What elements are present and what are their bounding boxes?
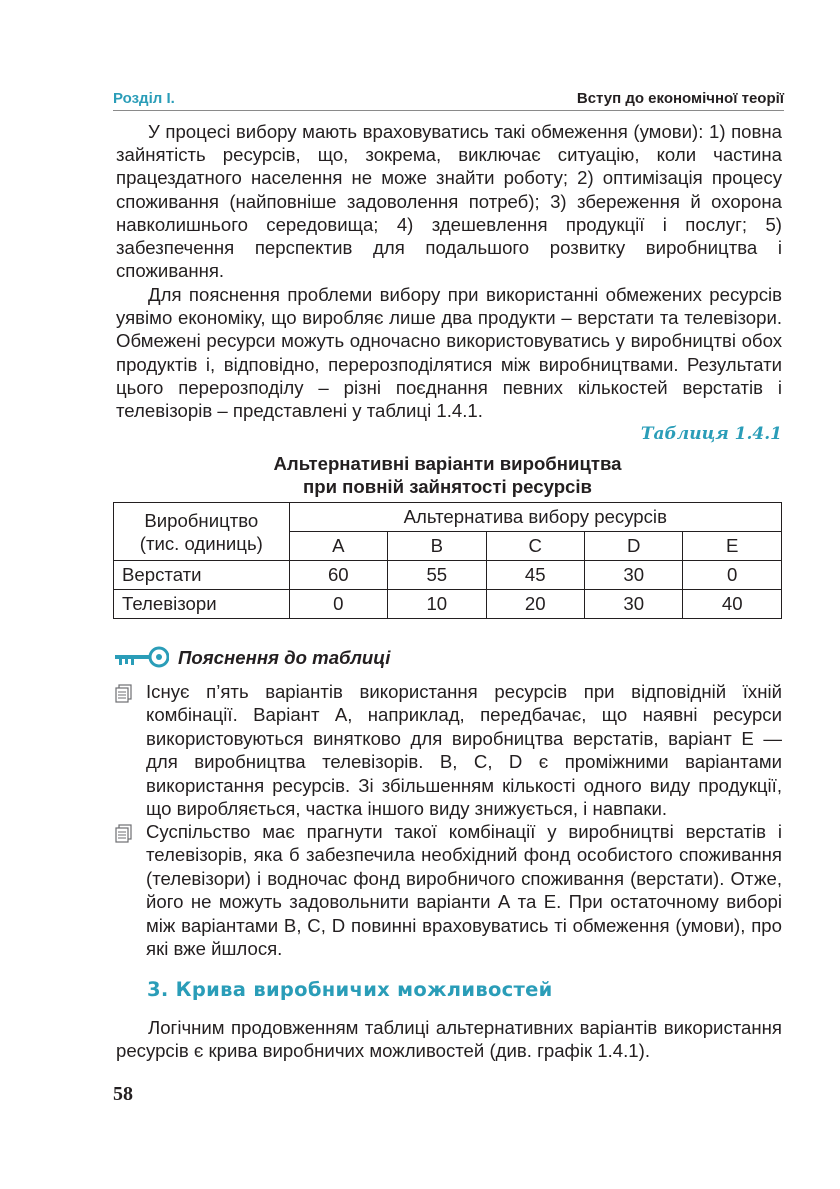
- table-cell: 45: [486, 561, 584, 590]
- paragraph-choice-problem: Для пояснення проблеми вибору при використанні обмежених ресурсів уявімо економіку, що виробляє лише два продукти – верстати та телевізори. Обмежені ресурси можуть одночасно використовуватись у виробництві обох продуктів і, відповідно, перерозподілятися між виробництвами. Результати цього перерозподілу – різні поєднання певних кількостей верстатів і телевізорів – представлені у таблиці 1.4.1.: [116, 284, 782, 422]
- table-cell: 60: [289, 561, 387, 590]
- table-cell: 30: [584, 561, 682, 590]
- paragraph-constraints: У процесі вибору мають враховуватись такі обмеження (умови): 1) повна зайнятість ресурсів, що, зокрема, виключає ситуацію, коли частина працездатного населення не може знайти роботу; 2) оптимізація процесу споживання (найповніше задоволення потреб); 3) збереження й охорона навколишнього середовища; 4) здешевлення продукції і послуг; 5) забезпечення перспектив для подальшого розвитку виробництва і споживання.: [116, 121, 782, 282]
- row-header-cell: [114, 503, 290, 561]
- table-row: [114, 561, 782, 590]
- row-header-line-2: (тис. одиниць): [139, 532, 263, 554]
- page-number: 58: [113, 1083, 133, 1105]
- table-title-line-1: Альтернативні варіанти виробництва: [273, 453, 622, 474]
- table-cell: 55: [388, 561, 486, 590]
- table-header-row: [114, 503, 782, 532]
- header-divider: [113, 110, 784, 111]
- notes-title: Пояснення до таблиці: [178, 647, 391, 668]
- table-cell: 10: [388, 590, 486, 619]
- section-label: Розділ І.: [113, 90, 175, 107]
- row-header-line-1: Виробництво: [144, 509, 259, 531]
- section-heading: 3. Крива виробничих можливостей: [147, 978, 553, 1001]
- row-label: Верстати: [114, 561, 290, 590]
- key-icon: [113, 645, 169, 671]
- table-cell: 40: [683, 590, 782, 619]
- table-title-line-2: при повній зайнятості ресурсів: [303, 476, 592, 497]
- table-cell: 0: [289, 590, 387, 619]
- table-cell: 20: [486, 590, 584, 619]
- column-header: E: [683, 532, 782, 561]
- table-cell: 0: [683, 561, 782, 590]
- table-title: [113, 452, 782, 498]
- row-label: Телевізори: [114, 590, 290, 619]
- alternatives-table: [113, 502, 782, 619]
- column-header: A: [289, 532, 387, 561]
- column-header: B: [388, 532, 486, 561]
- column-header: D: [584, 532, 682, 561]
- table-cell: 30: [584, 590, 682, 619]
- running-title: Вступ до економічної теорії: [576, 90, 784, 107]
- table-row: [114, 590, 782, 619]
- group-header: Альтернатива вибору ресурсів: [289, 503, 781, 532]
- column-header: C: [486, 532, 584, 561]
- table-label: Таблиця 1.4.1: [640, 424, 782, 444]
- note-item: Суспільство має прагнути такої комбінації у виробництві верстатів і телевізорів, яка б забезпечила необхідний фонд особистого споживання (телевізори) і водночас фонд виробничого споживання (верстати). Отже, його не можуть задовольнити варіанти А та Е. При остаточному виборі між варіантами В, С, D повинні враховуватись ті обмеження (умови), про які вже йшлося.: [146, 821, 782, 960]
- paragraph-ppf-intro: Логічним продовженням таблиці альтернативних варіантів використання ресурсів є крива виробничих можливостей (див. графік 1.4.1).: [116, 1017, 782, 1062]
- notepad-icon: [114, 823, 134, 843]
- note-item: Існує п’ять варіантів використання ресурсів при відповідній їхній комбінації. Варіант А, наприклад, передбачає, що наявні ресурси використовуються винятково для виробництва верстатів, варіант Е — для виробництва телевізорів. В, С, D є проміжними варіантами використання ресурсів. Зі збільшенням кількості одного виду продукції, що виробляється, частка іншого виду знижується, і навпаки.: [146, 681, 782, 820]
- notepad-icon: [114, 683, 134, 703]
